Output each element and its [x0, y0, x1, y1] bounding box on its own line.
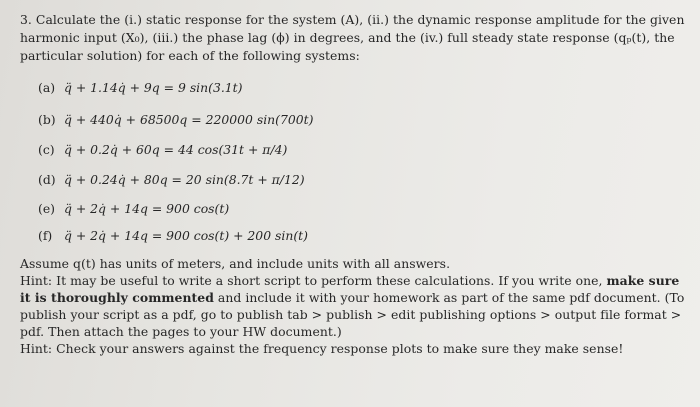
hint-1-text: Hint: It may be useful to write a short script to perform these calculations. If you write one,	[20, 273, 607, 288]
system-label: (e)	[38, 201, 56, 216]
system-label: (a)	[38, 80, 56, 95]
hint-1-line-1	[20, 273, 679, 289]
hint-1-emphasis: it is thoroughly commented	[20, 290, 214, 305]
hint-1-emphasis: make sure	[606, 273, 680, 288]
system-equation: q̈ + 2q̇ + 14q = 900 cos(t) + 200 sin(t)	[63, 228, 308, 243]
system-item	[38, 228, 308, 244]
system-equation: q̈ + 0.2q̇ + 60q = 44 cos(31t + π/4)	[63, 142, 288, 157]
system-item	[38, 172, 305, 188]
system-label: (f)	[38, 228, 53, 243]
system-equation: q̈ + 440q̇ + 68500q = 220000 sin(700t)	[63, 112, 314, 127]
system-item	[38, 142, 287, 158]
system-item	[38, 201, 229, 217]
system-equation: q̈ + 1.14q̇ + 9q = 9 sin(3.1t)	[63, 80, 243, 95]
system-label: (d)	[38, 172, 56, 187]
system-item	[38, 80, 242, 96]
system-item	[38, 112, 313, 128]
intro-line-2: harmonic input (X₀), (iii.) the phase lag (ϕ) in degrees, and the (iv.) full steady state response (qₚ(t), the	[20, 30, 675, 45]
hint-1-line-2	[20, 290, 684, 306]
hint-1-line-4: pdf. Then attach the pages to your HW document.)	[20, 324, 342, 339]
hint-1-line-3: publish your script as a pdf, go to publish tab > publish > edit publishing options > output file format >	[20, 307, 682, 322]
assume-line: Assume q(t) has units of meters, and include units with all answers.	[20, 256, 451, 271]
system-equation: q̈ + 0.24q̇ + 80q = 20 sin(8.7t + π/12)	[63, 172, 305, 187]
system-label: (b)	[38, 112, 56, 127]
hint-2: Hint: Check your answers against the frequency response plots to make sure they make sense!	[20, 341, 624, 356]
hint-1-text: and include it with your homework as part of the same pdf document. (To	[213, 290, 685, 305]
intro-line-3: particular solution) for each of the following systems:	[20, 48, 360, 63]
system-label: (c)	[38, 142, 55, 157]
system-equation: q̈ + 2q̇ + 14q = 900 cos(t)	[63, 201, 230, 216]
intro-line-1: 3. Calculate the (i.) static response for the system (A), (ii.) the dynamic response amplitude for the given	[20, 12, 685, 27]
